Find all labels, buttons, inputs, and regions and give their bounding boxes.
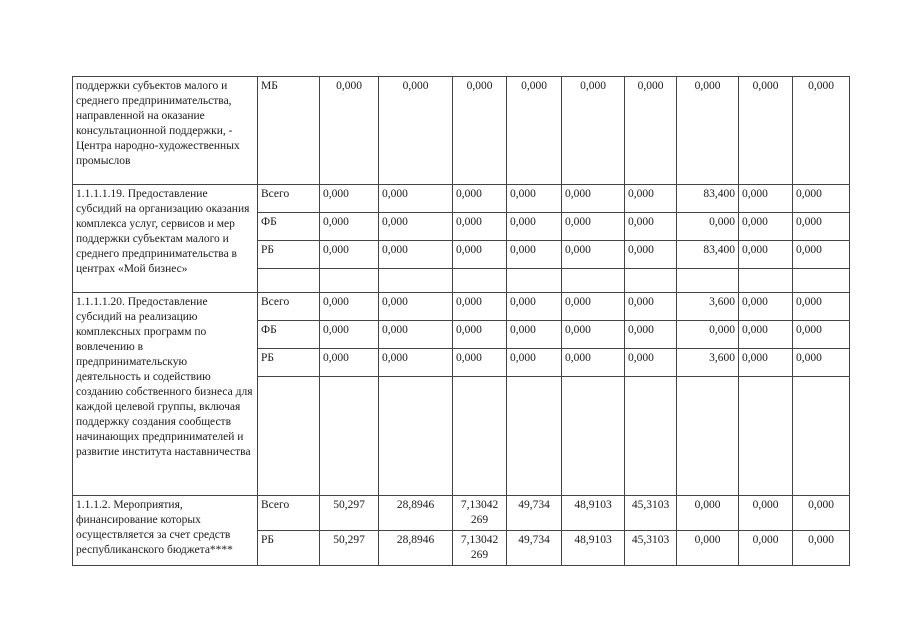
amount-cell: 0,000 — [677, 321, 739, 349]
amount-cell: 0,000 — [453, 349, 507, 377]
amount-cell: 0,000 — [453, 213, 507, 241]
amount-cell — [453, 269, 507, 293]
amount-cell: 0,000 — [562, 321, 625, 349]
amount-cell: 0,000 — [739, 77, 793, 185]
amount-cell: 0,000 — [625, 293, 677, 321]
amount-cell: 7,13042 269 — [453, 496, 507, 531]
amount-cell: 0,000 — [562, 241, 625, 269]
amount-cell: 0,000 — [677, 496, 739, 531]
amount-cell: 3,600 — [677, 349, 739, 377]
funding-source: ФБ — [258, 213, 320, 241]
amount-cell: 0,000 — [793, 496, 850, 531]
amount-cell — [379, 377, 453, 496]
amount-cell — [739, 377, 793, 496]
amount-cell: 0,000 — [507, 213, 562, 241]
amount-cell: 0,000 — [625, 185, 677, 213]
amount-cell: 0,000 — [320, 77, 379, 185]
amount-cell: 0,000 — [562, 293, 625, 321]
amount-cell — [625, 377, 677, 496]
amount-cell: 0,000 — [677, 531, 739, 566]
amount-cell: 0,000 — [453, 77, 507, 185]
amount-cell: 0,000 — [507, 321, 562, 349]
amount-cell — [453, 377, 507, 496]
budget-table — [72, 76, 850, 566]
amount-cell — [379, 269, 453, 293]
amount-cell: 50,297 — [320, 531, 379, 566]
amount-cell — [625, 269, 677, 293]
amount-cell — [562, 269, 625, 293]
amount-cell: 0,000 — [320, 241, 379, 269]
table-row — [73, 185, 850, 213]
amount-cell: 0,000 — [379, 241, 453, 269]
amount-cell — [677, 377, 739, 496]
amount-cell: 83,400 — [677, 241, 739, 269]
amount-cell: 0,000 — [625, 321, 677, 349]
amount-cell: 0,000 — [739, 185, 793, 213]
amount-cell: 50,297 — [320, 496, 379, 531]
amount-cell: 0,000 — [793, 349, 850, 377]
funding-source: РБ — [258, 531, 320, 566]
funding-source: РБ — [258, 241, 320, 269]
funding-source: МБ — [258, 77, 320, 185]
amount-cell: 7,13042 269 — [453, 531, 507, 566]
amount-cell: 0,000 — [739, 241, 793, 269]
amount-cell: 0,000 — [379, 185, 453, 213]
amount-cell: 0,000 — [625, 77, 677, 185]
amount-cell — [793, 377, 850, 496]
amount-cell: 0,000 — [379, 213, 453, 241]
amount-cell: 0,000 — [793, 531, 850, 566]
funding-source: РБ — [258, 349, 320, 377]
amount-cell: 0,000 — [507, 77, 562, 185]
amount-cell: 45,3103 — [625, 531, 677, 566]
amount-cell: 0,000 — [379, 293, 453, 321]
amount-cell: 0,000 — [793, 213, 850, 241]
amount-cell: 0,000 — [453, 321, 507, 349]
amount-cell: 83,400 — [677, 185, 739, 213]
amount-cell: 49,734 — [507, 496, 562, 531]
funding-source: Всего — [258, 496, 320, 531]
table-row — [73, 77, 850, 185]
amount-cell: 0,000 — [507, 241, 562, 269]
amount-cell: 0,000 — [793, 293, 850, 321]
amount-cell: 0,000 — [379, 321, 453, 349]
amount-cell: 0,000 — [625, 241, 677, 269]
table-row — [73, 293, 850, 321]
table-row — [73, 496, 850, 531]
amount-cell: 0,000 — [739, 531, 793, 566]
amount-cell — [739, 269, 793, 293]
amount-cell: 0,000 — [562, 77, 625, 185]
amount-cell: 0,000 — [625, 349, 677, 377]
amount-cell: 28,8946 — [379, 531, 453, 566]
amount-cell: 49,734 — [507, 531, 562, 566]
amount-cell: 28,8946 — [379, 496, 453, 531]
amount-cell: 48,9103 — [562, 531, 625, 566]
amount-cell — [562, 377, 625, 496]
amount-cell: 0,000 — [320, 185, 379, 213]
amount-cell: 0,000 — [320, 213, 379, 241]
amount-cell: 0,000 — [739, 293, 793, 321]
amount-cell: 0,000 — [320, 349, 379, 377]
amount-cell: 0,000 — [320, 293, 379, 321]
amount-cell: 0,000 — [793, 77, 850, 185]
amount-cell: 0,000 — [562, 185, 625, 213]
funding-source: Всего — [258, 185, 320, 213]
amount-cell: 0,000 — [739, 213, 793, 241]
amount-cell: 0,000 — [677, 77, 739, 185]
measure-description: 1.1.1.1.20. Предоставление субсидий на реализацию комплексных программ по вовлечению в предпринимательскую деятельность и содействию созданию собственного бизнеса для каждой целевой группы, включая поддержку создания сообществ начинающих предпринимателей и развитие института наставничества — [73, 293, 258, 496]
amount-cell: 0,000 — [562, 213, 625, 241]
amount-cell — [320, 377, 379, 496]
amount-cell: 0,000 — [507, 185, 562, 213]
amount-cell: 0,000 — [507, 349, 562, 377]
amount-cell: 0,000 — [379, 77, 453, 185]
amount-cell: 0,000 — [453, 241, 507, 269]
funding-source — [258, 269, 320, 293]
amount-cell: 45,3103 — [625, 496, 677, 531]
amount-cell: 0,000 — [677, 213, 739, 241]
measure-description: 1.1.1.2. Мероприятия, финансирование которых осуществляется за счет средств республиканского бюджета**** — [73, 496, 258, 566]
amount-cell: 48,9103 — [562, 496, 625, 531]
funding-source — [258, 377, 320, 496]
amount-cell: 0,000 — [793, 241, 850, 269]
amount-cell: 0,000 — [739, 321, 793, 349]
amount-cell: 0,000 — [453, 293, 507, 321]
amount-cell: 0,000 — [793, 185, 850, 213]
amount-cell: 3,600 — [677, 293, 739, 321]
measure-description: 1.1.1.1.19. Предоставление субсидий на организацию оказания комплекса услуг, сервисов и мер поддержки субъектам малого и среднего предпринимательства в центрах «Мой бизнес» — [73, 185, 258, 293]
amount-cell: 0,000 — [507, 293, 562, 321]
amount-cell — [320, 269, 379, 293]
amount-cell: 0,000 — [739, 349, 793, 377]
amount-cell: 0,000 — [562, 349, 625, 377]
amount-cell — [677, 269, 739, 293]
amount-cell — [507, 377, 562, 496]
funding-source: ФБ — [258, 321, 320, 349]
measure-description: поддержки субъектов малого и среднего предпринимательства, направленной на оказание консультационной поддержки, - Центра народно-художественных промыслов — [73, 77, 258, 185]
amount-cell: 0,000 — [453, 185, 507, 213]
amount-cell: 0,000 — [793, 321, 850, 349]
amount-cell — [507, 269, 562, 293]
amount-cell: 0,000 — [320, 321, 379, 349]
amount-cell: 0,000 — [379, 349, 453, 377]
funding-source: Всего — [258, 293, 320, 321]
amount-cell: 0,000 — [739, 496, 793, 531]
amount-cell — [793, 269, 850, 293]
amount-cell: 0,000 — [625, 213, 677, 241]
